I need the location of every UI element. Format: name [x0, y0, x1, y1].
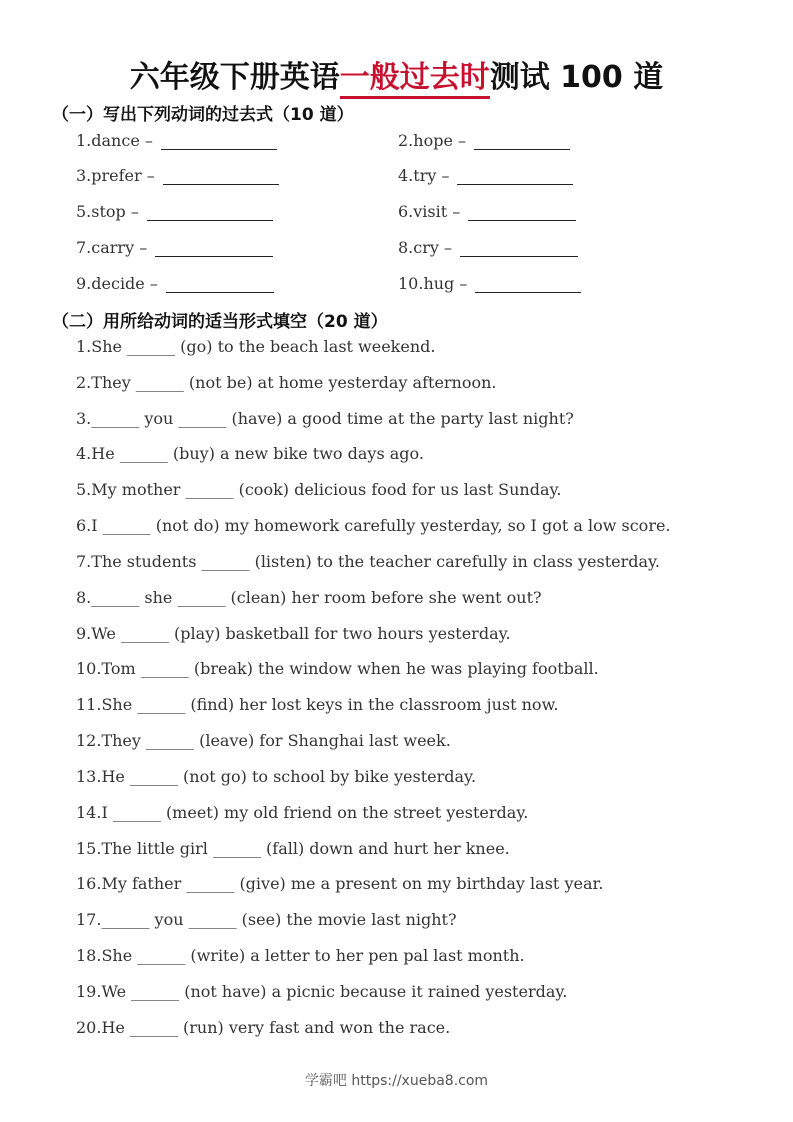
word-item-4: 4.try –	[398, 166, 573, 185]
question-item: 20.He ______ (run) very fast and won the race.	[76, 1018, 451, 1037]
word-item-1: 1.dance –	[76, 131, 277, 150]
answer-blank[interactable]	[163, 170, 279, 185]
word-item-8: 8.cry –	[398, 238, 578, 257]
word-item-7: 7.carry –	[76, 238, 273, 257]
question-item: 12.They ______ (leave) for Shanghai last week.	[76, 731, 451, 750]
section2-heading: （二）用所给动词的适当形式填空（20 道）	[52, 312, 388, 332]
question-item: 1.She ______ (go) to the beach last weekend.	[76, 337, 436, 356]
answer-blank[interactable]	[161, 135, 277, 150]
title-highlight: 一般过去时	[340, 60, 490, 99]
answer-blank[interactable]	[460, 242, 578, 257]
question-item: 17.______ you ______ (see) the movie last night?	[76, 910, 457, 929]
page-title	[0, 52, 793, 96]
answer-blank[interactable]	[147, 206, 273, 221]
answer-blank[interactable]	[166, 278, 274, 293]
answer-blank[interactable]	[475, 278, 581, 293]
word-item-9: 9.decide –	[76, 274, 274, 293]
title-suffix: 测试 100 道	[489, 60, 664, 95]
word-item-2: 2.hope –	[398, 131, 570, 150]
answer-blank[interactable]	[468, 206, 576, 221]
question-item: 18.She ______ (write) a letter to her pen pal last month.	[76, 946, 525, 965]
question-item: 8.______ she ______ (clean) her room before she went out?	[76, 588, 542, 607]
question-item: 19.We ______ (not have) a picnic because it rained yesterday.	[76, 982, 568, 1001]
question-item: 14.I ______ (meet) my old friend on the street yesterday.	[76, 803, 529, 822]
word-item-10: 10.hug –	[398, 274, 581, 293]
title-prefix: 六年级下册英语	[129, 60, 340, 95]
question-item: 2.They ______ (not be) at home yesterday afternoon.	[76, 373, 497, 392]
answer-blank[interactable]	[457, 170, 573, 185]
word-item-6: 6.visit –	[398, 202, 576, 221]
word-item-5: 5.stop –	[76, 202, 273, 221]
question-item: 6.I ______ (not do) my homework carefully yesterday, so I got a low score.	[76, 516, 671, 535]
word-item-3: 3.prefer –	[76, 166, 279, 185]
footer-watermark[interactable]: 学霸吧 https://xueba8.com	[304, 1073, 489, 1089]
question-item: 9.We ______ (play) basketball for two hours yesterday.	[76, 624, 511, 643]
question-item: 7.The students ______ (listen) to the teacher carefully in class yesterday.	[76, 552, 661, 571]
answer-blank[interactable]	[155, 242, 273, 257]
question-item: 5.My mother ______ (cook) delicious food for us last Sunday.	[76, 480, 562, 499]
question-item: 3.______ you ______ (have) a good time at the party last night?	[76, 409, 574, 428]
answer-blank[interactable]	[474, 135, 570, 150]
question-item: 13.He ______ (not go) to school by bike yesterday.	[76, 767, 477, 786]
section1-heading: （一）写出下列动词的过去式（10 道）	[52, 105, 354, 125]
question-item: 11.She ______ (find) her lost keys in the classroom just now.	[76, 695, 559, 714]
question-item: 16.My father ______ (give) me a present on my birthday last year.	[76, 874, 604, 893]
question-item: 4.He ______ (buy) a new bike two days ago.	[76, 444, 424, 463]
question-item: 15.The little girl ______ (fall) down and hurt her knee.	[76, 839, 510, 858]
question-item: 10.Tom ______ (break) the window when he was playing football.	[76, 659, 599, 678]
